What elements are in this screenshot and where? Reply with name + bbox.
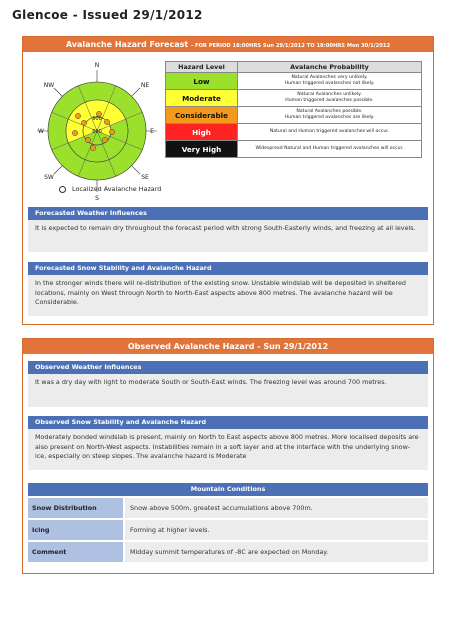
compass-label-n: N xyxy=(94,62,100,69)
prob-considerable-line1: Natural Avalanches possible. xyxy=(296,108,363,114)
prob-considerable-line2: Human triggered avalanches are likely. xyxy=(284,115,375,120)
localized-hazard-marker xyxy=(85,137,90,142)
hazard-row-considerable xyxy=(166,107,422,124)
prob-very-high: Widespread Natural and Human triggered avalanches will occur. xyxy=(238,141,422,158)
header-avalanche-probability: Avalanche Probability xyxy=(238,62,422,73)
observed-weather-section xyxy=(28,361,428,407)
prob-moderate xyxy=(238,90,422,107)
mc-row-snow-distribution xyxy=(28,498,428,518)
localized-hazard-marker xyxy=(90,145,95,150)
prob-low-line2: Human triggered avalanches not likely. xyxy=(284,81,375,86)
localized-hazard-marker xyxy=(104,119,109,124)
level-very-high: Very High xyxy=(166,141,238,158)
hazard-table-header xyxy=(166,62,422,73)
prob-low-line1: Natural Avalanches very unlikely. xyxy=(291,74,368,80)
observed-header: Observed Avalanche Hazard - Sun 29/1/2012 xyxy=(23,339,433,354)
level-high: High xyxy=(166,124,238,141)
compass-label-se: SE xyxy=(141,174,149,181)
mc-label: Snow Distribution xyxy=(28,498,123,518)
mountain-conditions xyxy=(28,483,428,564)
prob-moderate-line2: Human triggered avalanches possible. xyxy=(285,98,374,103)
compass-label-e: E xyxy=(150,128,154,135)
observed-stability-text: Moderately bonded windslab is present, mainly on North to East aspects above 800 metres. More localised deposits are also present on North-West aspects. Instabilities remain in a soft layer and at the interface with the underlying snow-ice, especially on steep slopes. The avalanche hazard is Moderate xyxy=(35,433,419,461)
legend xyxy=(59,185,161,193)
prob-low xyxy=(238,73,422,90)
forecast-header xyxy=(23,37,433,52)
forecast-weather-text: It is expected to remain dry throughout the forecast period with strong South-Easterly winds, and freezing at all levels. xyxy=(35,224,416,232)
observed-stability-section xyxy=(28,416,428,470)
compass-label-ne: NE xyxy=(140,82,150,89)
compass-label-w: W xyxy=(38,128,44,135)
compass-label-nw: NW xyxy=(43,82,55,89)
forecast-stability-text: In the stronger winds there will re-distribution of the existing snow. Unstable windslab will be deposited in sheltered locations, mainly on West through North to North-East aspects above 800 metres. The avalanche hazard will be Considerable. xyxy=(35,279,406,307)
forecast-stability-section xyxy=(28,262,428,316)
elevation-label-high: 900 xyxy=(92,116,102,122)
hazard-row-low xyxy=(166,73,422,90)
legend-label: Localized Avalanche Hazard xyxy=(72,185,162,193)
mc-label: Icing xyxy=(28,520,123,540)
observed-weather-text: It was a dry day with light to moderate South or South-East winds. The freezing level was around 700 metres. xyxy=(35,378,387,386)
mc-value: Forming at higher levels. xyxy=(125,520,428,540)
level-low: Low xyxy=(166,73,238,90)
page-title: Glencoe - Issued 29/1/2012 xyxy=(12,8,203,22)
compass-label-sw: SW xyxy=(44,174,54,181)
hazard-level-table xyxy=(165,61,422,158)
forecast-panel xyxy=(22,36,434,325)
localized-hazard-marker xyxy=(75,113,80,118)
level-considerable: Considerable xyxy=(166,107,238,124)
forecast-stability-title: Forecasted Snow Stability and Avalanche Hazard xyxy=(28,262,428,275)
mc-value: Snow above 500m, greatest accumulations above 700m. xyxy=(125,498,428,518)
mc-label: Comment xyxy=(28,542,123,562)
elevation-label-low: 600 xyxy=(92,129,102,135)
localized-hazard-marker xyxy=(102,137,107,142)
observed-weather-title: Observed Weather Influences xyxy=(28,361,428,374)
mc-row-icing xyxy=(28,520,428,540)
hazard-row-very-high xyxy=(166,141,422,158)
forecast-weather-section xyxy=(28,207,428,252)
forecast-title: Avalanche Hazard Forecast xyxy=(65,40,189,49)
hazard-row-moderate xyxy=(166,90,422,107)
prob-high: Natural and Human triggered avalanches will occur. xyxy=(238,124,422,141)
mc-value: Midday summit temperatures of -8C are expected on Monday. xyxy=(125,542,428,562)
hazard-row-high xyxy=(166,124,422,141)
compass-label-s: S xyxy=(95,195,99,202)
level-moderate: Moderate xyxy=(166,90,238,107)
prob-considerable xyxy=(238,107,422,124)
hazard-compass-rose xyxy=(37,58,157,203)
mc-row-comment xyxy=(28,542,428,562)
mountain-conditions-title: Mountain Conditions xyxy=(28,483,428,496)
observed-panel xyxy=(22,338,434,574)
localized-hazard-legend-icon xyxy=(59,186,66,193)
localized-hazard-marker xyxy=(81,120,86,125)
localized-hazard-marker xyxy=(109,129,114,134)
forecast-period: - FOR PERIOD 18:00HRS Sun 29/1/2012 TO 18:00HRS Mon 30/1/2012 xyxy=(191,43,391,49)
prob-moderate-line1: Natural Avalanches unlikely. xyxy=(297,91,362,97)
header-hazard-level: Hazard Level xyxy=(166,62,238,73)
observed-stability-title: Observed Snow Stability and Avalanche Hazard xyxy=(28,416,428,429)
forecast-weather-title: Forecasted Weather Influences xyxy=(28,207,428,220)
localized-hazard-marker xyxy=(72,130,77,135)
